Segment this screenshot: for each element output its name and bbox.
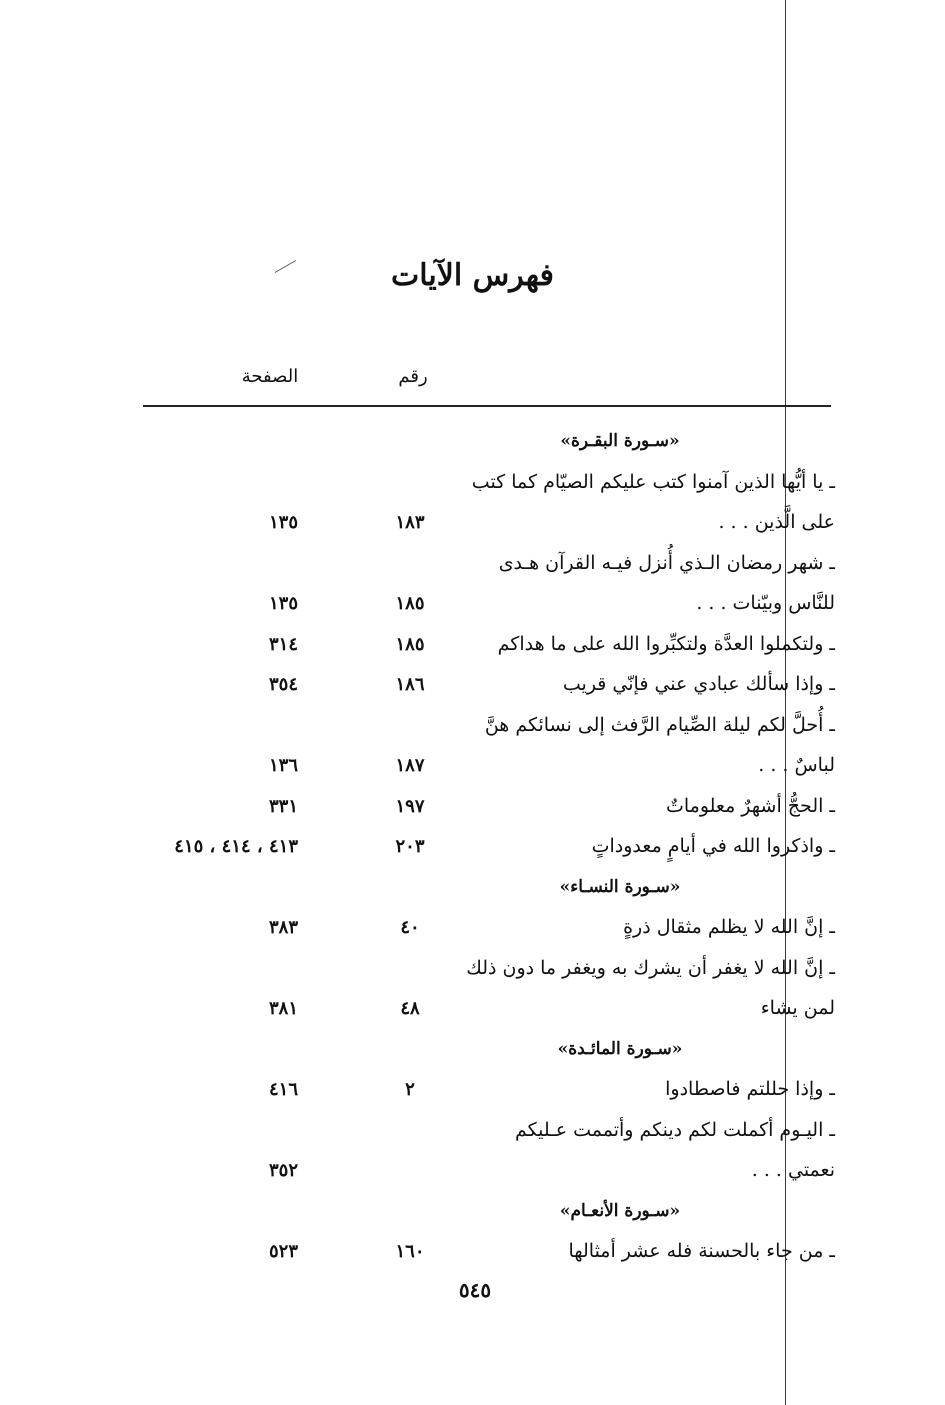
verse-text: للنَّاس وبيّنات . . .	[696, 592, 835, 614]
verse-text: لمن يشاء	[760, 997, 835, 1019]
page-reference: ٤١٣ ، ٤١٤ ، ٤١٥	[174, 836, 298, 857]
page-reference: ٣١٤	[268, 633, 298, 655]
verse-number: ١٨٣	[395, 512, 425, 533]
verse-row	[140, 827, 835, 867]
verse-text: ـ وإذا حللتم فاصطادوا	[665, 1078, 835, 1100]
verse-row	[140, 544, 835, 584]
surah-heading-row	[140, 422, 835, 462]
page-reference: ٣٥٢	[268, 1160, 298, 1181]
verse-number: ١٩٧	[395, 795, 425, 817]
verse-row	[140, 908, 835, 948]
verse-text: ـ يا أيُّها الذين آمنوا كتب عليكم الصيّام كما كتب	[471, 470, 835, 493]
verse-text: ـ شهر رمضان الـذي أُنزل فيـه القرآن هـدى	[498, 551, 835, 574]
column-header-number: رقم	[398, 366, 428, 387]
page-reference: ٥٢٣	[268, 1241, 298, 1262]
surah-heading-row	[140, 1192, 835, 1232]
verse-row	[140, 1111, 835, 1151]
verse-number: ٤٨	[400, 998, 420, 1019]
pen-mark	[275, 260, 296, 273]
page-title: فهرس الآيات	[391, 258, 554, 293]
verse-text: ـ وإذا سألك عبادي عني فإنّي قريب	[562, 673, 835, 695]
surah-heading-row	[140, 868, 835, 908]
verse-row	[140, 665, 835, 705]
verse-number: ١٦٠	[395, 1241, 425, 1262]
verse-text: ـ من جاء بالحسنة فله عشر أمثالها	[568, 1240, 835, 1262]
verse-row	[140, 1232, 835, 1272]
page-reference: ٣٨١	[268, 998, 298, 1019]
verse-text: على الَّذين . . .	[718, 511, 835, 533]
verse-row	[140, 706, 835, 746]
verse-row	[140, 625, 835, 665]
verse-row	[140, 989, 835, 1029]
column-header-page: الصفحة	[241, 366, 299, 387]
verse-number: ١٨٦	[395, 674, 425, 695]
surah-heading-row	[140, 1030, 835, 1070]
page-reference: ٣٥٤	[268, 674, 298, 695]
verse-row	[140, 787, 835, 827]
verse-text: ـ أُحلَّ لكم ليلة الصِّيام الرَّفث إلى نسائكم هنَّ	[484, 713, 835, 736]
surah-heading: «سـورة الأنعـام»	[559, 1200, 681, 1221]
verse-text: ـ اليـوم أكملت لكم دينكم وأتممت عـليكم	[515, 1118, 835, 1141]
surah-heading: «سـورة المائـدة»	[557, 1038, 683, 1059]
verse-row	[140, 1070, 835, 1110]
verse-row	[140, 503, 835, 543]
verse-text: ـ الحجُّ أشهرٌ معلوماتٌ	[665, 794, 835, 817]
verse-number: ١٨٧	[395, 755, 425, 776]
verse-number: ١٨٥	[395, 633, 425, 655]
page-reference: ٣٨٣	[268, 917, 298, 938]
page-reference: ١٣٦	[268, 755, 298, 776]
surah-heading: «سـورة البقـرة»	[560, 431, 680, 451]
page-reference: ٤١٦	[268, 1079, 298, 1100]
verse-text: ـ واذكروا الله في أيامٍ معدوداتٍ	[591, 835, 835, 857]
page-reference: ٣٣١	[268, 795, 298, 817]
verse-text: ـ إنَّ الله لا يغفر أن يشرك به ويغفر ما دون ذلك	[466, 956, 835, 979]
verse-number: ٢	[405, 1079, 415, 1100]
header-rule	[143, 405, 831, 407]
verse-row	[140, 584, 835, 624]
verse-row	[140, 1151, 835, 1191]
verse-row	[140, 746, 835, 786]
verse-text: ـ إنَّ الله لا يظلم مثقال ذرةٍ	[623, 916, 835, 938]
surah-heading: «سـورة النسـاء»	[559, 876, 681, 897]
page-reference: ١٣٥	[268, 512, 298, 533]
verse-text: نعمتي . . .	[751, 1159, 835, 1181]
verse-number: ٢٠٣	[395, 836, 425, 857]
verse-number: ١٨٥	[395, 593, 425, 614]
verse-text: ـ ولتكملوا العدَّة ولتكبِّروا الله على ما هداكم	[497, 632, 835, 655]
verse-text: لباسٌ . . .	[758, 754, 835, 776]
page-number: ٥٤٥	[458, 1278, 492, 1302]
verse-row	[140, 463, 835, 503]
page-reference: ١٣٥	[268, 593, 298, 614]
verse-number: ٤٠	[400, 917, 420, 938]
verse-row	[140, 949, 835, 989]
